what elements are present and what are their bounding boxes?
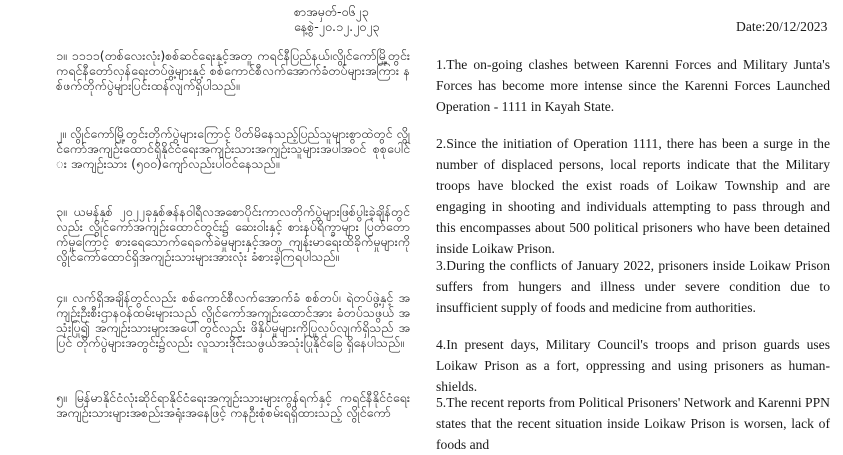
burmese-paragraph-2: ၂။ လွိုင်ကော်မြို့တွင်းတိုက်ပွဲများကြောင့် ပိတ်မိနေသည့်ပြည်သူများစွာထဲတွင် လွိုင်ကော်အကျဉ်းထောင်ရှိနိုင်ငံရေးအကျဉ်းသားအကျဉ်းသူများအပါအဝင် စုစုပေါင်း အကျဉ်းသား (၅၀၀)ကျော်လည်းပါဝင်နေသည်။ [56,126,410,171]
burmese-date: နေ့စွဲ-၂၀.၁၂.၂၀၂၃ [294,19,380,34]
document-number: စာအမှတ်-၀၆၂၃ [294,4,369,19]
english-paragraph-3: 3.During the conflicts of January 2022, prisoners inside Loikaw Prison suffers from hungers and illness under severe condition due to insufficient supply of foods and medicine from authorities. [436,258,830,315]
burmese-paragraph-5: ၅။ မြန်မာနိုင်ငံလုံးဆိုင်ရာနိုင်ငံရေးအကျဉ်းသားများကွန်ရက်နှင့် ကရင်နီနိုင်ငံရေး အကျဉ်းသားများအစည်းအရုံးအနေဖြင့် ကနဦးစုံစမ်းရရှိထားသည့် လွိုင်ကော် [56,390,410,420]
english-paragraph-4: 4.In present days, Military Council's troops and prison guards uses Loikaw Prison as a fort, oppressing and using prisoners as human-shields. [436,337,830,394]
english-paragraph-2: 2.Since the initiation of Operation 1111, there has been a surge in the number of displaced persons, local reports indicate that the Military troops have blocked the exist roads of Loikaw Township and are engaging in shooting and individuals attempting to pass through and this encompasses about 500 political prisoners who have been detained inside Loikaw Prison. [436,136,830,256]
english-paragraph-1: 1.The on-going clashes between Karenni Forces and Military Junta's Forces has become more intense since the Karenni Forces Launched Operation - 1111 in Kayah State. [436,57,830,114]
burmese-paragraph-3: ၃။ ယမန်နှစ် ၂၀၂၂ခုနှစ်ဇန်နဝါရီလအစောပိုင်းကာလတိုက်ပွဲများဖြစ်ပွါးခဲ့ချိန်တွင်လည်း လွိုင်ကော်အကျဉ်းထောင်တွင်း၌ ဆေးဝါးနှင့် စားနပ်ရိက္ခာများ ပြတ်တောက်မှုကြောင့် စားရေသောက်ရေခက်ခဲမှုများနှင့်အတူ ကျန်းမာရေးထိခိုက်မှုများကိုလွိုင်ကော်ထောင်ရှိအကျဉ်းသားများအားလုံး ခံစားခဲ့ကြရပါသည်။ [56,204,410,264]
burmese-paragraph-4: ၄။ လက်ရှိအချိန်တွင်လည်း စစ်ကောင်စီလက်အောက်ခံ စစ်တပ်၊ ရဲတပ်ဖွဲ့နှင့် အကျဉ်းဦးစီးဌာနဝန်ထမ်းများသည် လွိုင်ကော်အကျဉ်းထောင်အား ခံတပ်သဖွယ် အသုံးပြု၍ အကျဉ်းသားများအပေါ်တွင်လည်း ဖိနှိပ်မှုများကိုပြုလုပ်လျက်ရှိသည် အပြင် တိုက်ပွဲများအတွင်း၌လည်း လူသားဒိုင်းသဖွယ်အသုံးပြုနိုင်ခြေ ရှိနေပါသည်။ [56,290,410,350]
burmese-header [294,4,414,34]
english-paragraph-5: 5.The recent reports from Political Prisoners' Network and Karenni PPN states that the recent situation inside Loikaw Prison is worsen, lack of foods and [436,395,830,452]
english-date: Date:20/12/2023 [736,19,828,34]
burmese-paragraph-1: ၁။ ၁၁၁၁(တစ်လေးလုံး)စစ်ဆင်ရေးနှင့်အတူ ကရင်နီပြည်နယ်၊လွိုင်ကော်မြို့တွင်း ကရင်နီတော်လှန်ရေးတပ်ဖွဲ့များနှင့် စစ်ကောင်စီလက်အောက်ခံတပ်များအကြား နစ်ဖက်တိုက်ပွဲများပြင်းထန်လျက်ရှိပါသည်။ [56,48,410,93]
